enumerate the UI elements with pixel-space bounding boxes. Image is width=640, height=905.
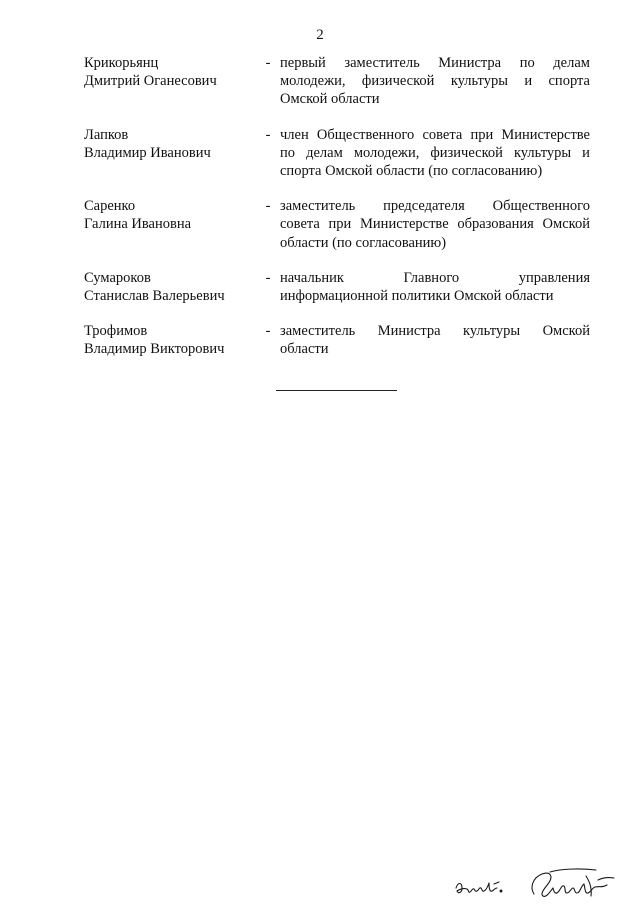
role-line xyxy=(280,54,590,72)
member-surname: Крикорьянц xyxy=(84,55,159,71)
dash-separator: - xyxy=(265,269,271,286)
role-word: заместитель xyxy=(280,198,356,215)
handwritten-signatures xyxy=(450,858,620,904)
role-word: Министра xyxy=(377,323,441,340)
role-word: Министерстве xyxy=(501,126,590,143)
role-word: при xyxy=(470,126,494,143)
member-given-names: Галина Ивановна xyxy=(84,216,192,233)
member-entry xyxy=(84,322,590,358)
role-line xyxy=(280,269,590,287)
member-surname: Саренко xyxy=(84,198,136,215)
role-word: и xyxy=(582,144,590,161)
role-word: член xyxy=(280,126,309,143)
dash-separator: - xyxy=(265,198,271,215)
role-word: молодежи, xyxy=(353,144,420,161)
member-role xyxy=(280,269,590,305)
role-word: делам xyxy=(306,144,343,161)
role-line: спорта Омской области (по согласованию) xyxy=(280,163,543,180)
member-entry xyxy=(84,54,590,109)
member-entry xyxy=(84,269,590,305)
closing-divider-line xyxy=(276,390,397,391)
dash-separator: - xyxy=(265,126,271,143)
role-word: совета xyxy=(280,216,320,233)
role-word: культуры xyxy=(450,73,508,90)
role-word: совета xyxy=(422,126,463,143)
member-given-names: Владимир Викторович xyxy=(84,341,225,358)
dash-separator: - xyxy=(265,55,271,71)
role-word: заместитель xyxy=(280,323,356,340)
member-role xyxy=(280,54,590,109)
member-given-names: Станислав Валерьевич xyxy=(84,288,225,305)
role-word: делам xyxy=(553,55,590,71)
member-surname: Сумароков xyxy=(84,269,151,286)
member-list xyxy=(84,54,590,376)
role-word: по xyxy=(519,55,535,71)
role-word: Общественного xyxy=(492,198,590,215)
role-word: Министра xyxy=(438,55,502,71)
role-line xyxy=(280,215,590,233)
role-word: заместитель xyxy=(344,55,420,71)
member-surname: Трофимов xyxy=(84,323,148,340)
member-name xyxy=(84,197,256,233)
role-line xyxy=(280,322,590,340)
role-word: молодежи, xyxy=(280,73,346,90)
role-line xyxy=(280,197,590,215)
role-word: по xyxy=(280,144,296,161)
member-role xyxy=(280,126,590,181)
role-word: при xyxy=(328,216,352,233)
role-word: Омской xyxy=(542,323,590,340)
member-surname: Лапков xyxy=(84,126,129,143)
role-word: образования xyxy=(457,216,534,233)
role-word: начальник xyxy=(280,269,344,286)
role-word: Омской xyxy=(542,216,590,233)
member-role xyxy=(280,322,590,358)
member-name xyxy=(84,322,256,358)
role-word: культуры xyxy=(462,323,521,340)
member-role xyxy=(280,197,590,252)
member-name xyxy=(84,54,256,90)
role-line: области xyxy=(280,341,329,358)
member-name xyxy=(84,126,256,162)
role-word: первый xyxy=(280,55,326,71)
signature-scribble-icon xyxy=(450,858,620,904)
role-word: Главного xyxy=(403,269,460,286)
role-word: Министерстве xyxy=(360,216,449,233)
role-line xyxy=(280,126,590,144)
member-entry xyxy=(84,126,590,181)
role-word: и xyxy=(524,73,533,90)
role-word: спорта xyxy=(548,73,590,90)
dash-separator: - xyxy=(265,323,271,340)
role-word: Общественного xyxy=(316,126,415,143)
role-word: управления xyxy=(518,269,590,286)
member-entry xyxy=(84,197,590,252)
role-line: информационной политики Омской области xyxy=(280,288,554,305)
role-word: председателя xyxy=(383,198,465,215)
page-number: 2 xyxy=(316,27,324,43)
member-name xyxy=(84,269,256,305)
role-word: физической xyxy=(361,73,435,90)
role-word: физической xyxy=(430,144,503,161)
role-line xyxy=(280,72,590,90)
role-word: культуры xyxy=(513,144,572,161)
role-line: области (по согласованию) xyxy=(280,234,447,251)
member-given-names: Дмитрий Оганесович xyxy=(84,73,217,90)
role-line: Омской области xyxy=(280,91,380,108)
role-line xyxy=(280,144,590,162)
member-given-names: Владимир Иванович xyxy=(84,144,211,161)
